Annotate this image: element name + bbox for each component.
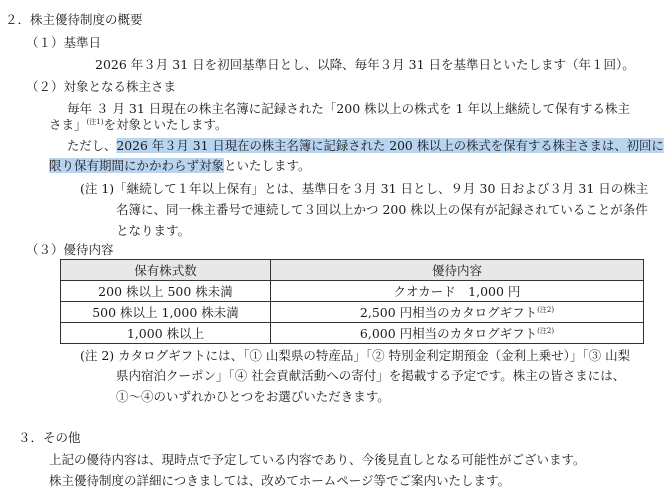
note-1-line-2: 名簿に、同一株主番号で連続して３回以上かつ 200 株以上の保有が記録されていることが条件 bbox=[116, 202, 648, 217]
benefit-cell bbox=[271, 323, 644, 344]
benefit-text: 6,000 円相当のカタログギフト bbox=[359, 326, 538, 341]
note-2-line-1: (注 2) カタログギフトには、「① 山梨県の特産品」「② 特別金利定期預金（金利上乗せ）」「③ 山梨 bbox=[80, 348, 631, 363]
benefit-cell bbox=[271, 302, 644, 323]
note-2-ref: (注2) bbox=[537, 327, 555, 335]
subsection-3-heading: （３）優待内容 bbox=[26, 242, 114, 257]
first-time-rule-line-1 bbox=[67, 137, 664, 155]
eligibility-text-2a: さま」 bbox=[49, 117, 87, 132]
note-2-ref: (注2) bbox=[537, 306, 555, 314]
record-date-text: 2026 年３月 31 日を初回基準日とし、以降、毎年３月 31 日を基準日といたします（年１回）。 bbox=[95, 57, 635, 72]
subsection-2-heading: （２）対象となる株主さま bbox=[26, 79, 177, 94]
note-1-line-1: (注 1)「継続して１年以上保有」とは、基準日を３月 31 日とし、９月 30 日および３月 31 日の株主 bbox=[80, 181, 649, 196]
first-time-rule-line-2 bbox=[49, 157, 311, 175]
table-row bbox=[61, 302, 644, 323]
table-row bbox=[61, 281, 644, 302]
note-2-line-3: ①～④のいずれかひとつをお選びいただきます。 bbox=[116, 389, 390, 404]
table-header-row bbox=[61, 260, 644, 281]
subsection-1-heading: （１）基準日 bbox=[26, 35, 102, 50]
benefit-table bbox=[60, 259, 644, 344]
section-3-heading: ３．その他 bbox=[18, 430, 81, 445]
shares-cell: 500 株以上 1,000 株未満 bbox=[61, 302, 271, 323]
other-text-line-1: 上記の優待内容は、現時点で予定している内容であり、今後見直しとなる可能性がございます。 bbox=[49, 452, 586, 467]
note-1-line-3: となります。 bbox=[116, 223, 191, 238]
first-time-rule-prefix: ただし、 bbox=[67, 138, 117, 153]
header-benefit: 優待内容 bbox=[271, 260, 644, 281]
benefit-text: 2,500 円相当のカタログギフト bbox=[359, 305, 538, 320]
eligibility-text-line-1: 毎年 ３ 月 31 日現在の株主名簿に記録された「200 株以上の株式を 1 年以上継続して保有する株主 bbox=[67, 101, 631, 116]
eligibility-text-line-2 bbox=[49, 116, 227, 136]
benefit-cell bbox=[271, 281, 644, 302]
eligibility-text-2b: を対象といたします。 bbox=[103, 117, 228, 132]
benefit-text: クオカード 1,000 円 bbox=[393, 284, 521, 299]
shares-cell: 1,000 株以上 bbox=[61, 323, 271, 344]
section-2-heading: ２．株主優待制度の概要 bbox=[5, 12, 143, 27]
note-2-line-2: 県内宿泊クーポン」「④ 社会貢献活動への寄付」を掲載する予定です。株主の皆さまには、 bbox=[116, 368, 626, 383]
shares-cell: 200 株以上 500 株未満 bbox=[61, 281, 271, 302]
other-text-line-2: 株主優待制度の詳細につきましては、改めてホームページ等でご案内いたします。 bbox=[49, 473, 511, 488]
highlighted-text-1: 2026 年３月 31 日現在の株主名簿に記録された 200 株以上の株式を保有する株主さまは、初回に bbox=[116, 138, 664, 153]
table-row bbox=[61, 323, 644, 344]
first-time-rule-suffix: といたします。 bbox=[224, 158, 311, 173]
note-1-ref: (注1) bbox=[86, 118, 104, 126]
header-shares: 保有株式数 bbox=[61, 260, 271, 281]
highlighted-text-2: 限り保有期間にかかわらず対象 bbox=[49, 158, 225, 173]
